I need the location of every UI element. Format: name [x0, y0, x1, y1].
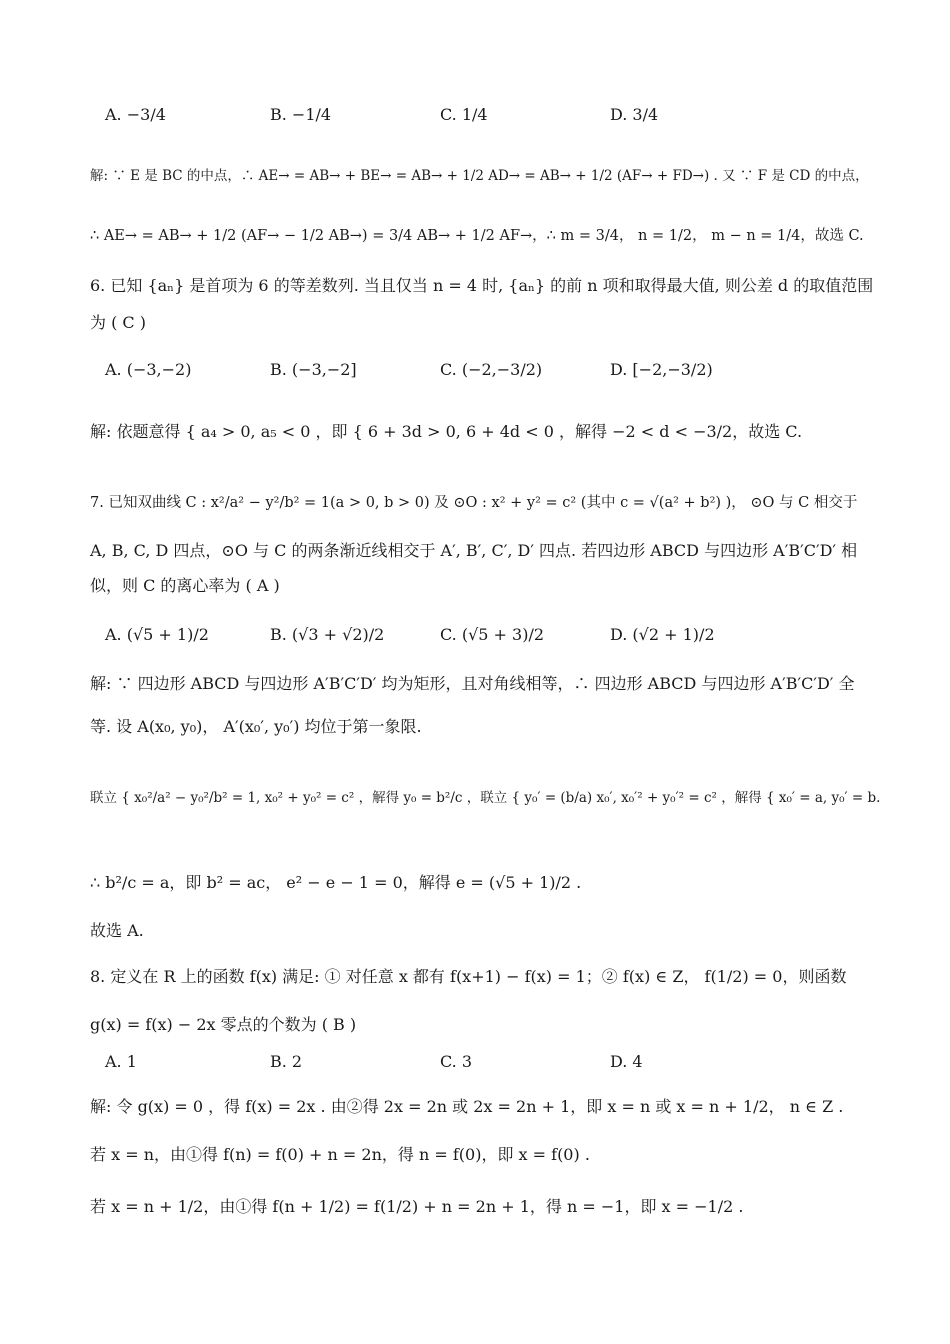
q5-solution-line-2: ∴ AE→ = AB→ + 1/2 (AF→ − 1/2 AB→) = 3/4 AB→ + 1/2 AF→，∴ m = 3/4， n = 1/2， m − n = 1/4，故选 C.	[90, 228, 864, 244]
q8-stem-line-1: 8. 定义在 R 上的函数 f(x) 满足: ① 对任意 x 都有 f(x+1) − f(x) = 1；② f(x) ∈ Z， f(1/2) = 0，则函数	[90, 967, 847, 986]
q8-option-a: A. 1	[105, 1052, 137, 1071]
q7-stem-line-3: 似，则 C 的离心率为 ( A )	[90, 576, 280, 595]
q7-stem-line-2: A, B, C, D 四点，⊙O 与 C 的两条渐近线相交于 A′, B′, C′, D′ 四点. 若四边形 ABCD 与四边形 A′B′C′D′ 相	[90, 541, 858, 560]
q5-solution-line-1: 解: ∵ E 是 BC 的中点，∴ AE→ = AB→ + BE→ = AB→ + 1/2 AD→ = AB→ + 1/2 (AF→ + FD→) . 又 ∵ F 是 CD 的中点，	[90, 168, 869, 184]
q6-option-b: B. (−3,−2]	[270, 360, 357, 379]
q7-option-a: A. (√5 + 1)/2	[105, 625, 209, 644]
q7-solution-line-1: 解: ∵ 四边形 ABCD 与四边形 A′B′C′D′ 均为矩形，且对角线相等，∴ 四边形 ABCD 与四边形 A′B′C′D′ 全	[90, 674, 855, 693]
q6-option-a: A. (−3,−2)	[105, 360, 192, 379]
q6-option-c: C. (−2,−3/2)	[440, 360, 543, 379]
q5-option-c: C. 1/4	[440, 105, 488, 124]
q7-solution-line-4: ∴ b²/c = a，即 b² = ac， e² − e − 1 = 0，解得 e = (√5 + 1)/2 .	[90, 873, 582, 892]
q5-option-d: D. 3/4	[610, 105, 659, 124]
q5-option-b: B. −1/4	[270, 105, 332, 124]
q6-stem-line-2: 为 ( C )	[90, 313, 146, 332]
q7-solution-line-2: 等. 设 A(x₀, y₀)， A′(x₀′, y₀′) 均位于第一象限.	[90, 717, 422, 736]
q6-stem-line-1: 6. 已知 {aₙ} 是首项为 6 的等差数列. 当且仅当 n = 4 时, {aₙ} 的前 n 项和取得最大值, 则公差 d 的取值范围	[90, 276, 874, 295]
q8-solution-line-3: 若 x = n + 1/2，由①得 f(n + 1/2) = f(1/2) + n = 2n + 1，得 n = −1，即 x = −1/2 .	[90, 1197, 744, 1216]
q7-option-b: B. (√3 + √2)/2	[270, 625, 385, 644]
q7-option-d: D. (√2 + 1)/2	[610, 625, 715, 644]
q8-solution-line-2: 若 x = n，由①得 f(n) = f(0) + n = 2n，得 n = f(0)，即 x = f(0) .	[90, 1145, 590, 1164]
q8-solution-line-1: 解: 令 g(x) = 0 ，得 f(x) = 2x . 由②得 2x = 2n 或 2x = 2n + 1，即 x = n 或 x = n + 1/2， n ∈ Z .	[90, 1097, 844, 1116]
q7-option-c: C. (√5 + 3)/2	[440, 625, 545, 644]
q5-option-a: A. −3/4	[105, 105, 166, 124]
q8-option-d: D. 4	[610, 1052, 643, 1071]
q8-option-b: B. 2	[270, 1052, 303, 1071]
q6-solution: 解: 依题意得 { a₄ > 0, a₅ < 0 ，即 { 6 + 3d > 0, 6 + 4d < 0 ，解得 −2 < d < −3/2，故选 C.	[90, 422, 803, 441]
q7-solution-line-5: 故选 A.	[90, 921, 144, 940]
q6-option-d: D. [−2,−3/2)	[610, 360, 713, 379]
q7-solution-line-3: 联立 { x₀²/a² − y₀²/b² = 1, x₀² + y₀² = c² ，解得 y₀ = b²/c ，联立 { y₀′ = (b/a) x₀′, x₀′² + y₀′² = c² ，解得 { x₀′ = a, y₀′ = b.	[90, 790, 881, 806]
q8-stem-line-2: g(x) = f(x) − 2x 零点的个数为 ( B )	[90, 1015, 357, 1034]
q7-stem-line-1: 7. 已知双曲线 C : x²/a² − y²/b² = 1(a > 0, b > 0) 及 ⊙O : x² + y² = c² (其中 c = √(a² + b²) )， ⊙O 与 C 相交于	[90, 495, 858, 511]
q8-option-c: C. 3	[440, 1052, 473, 1071]
